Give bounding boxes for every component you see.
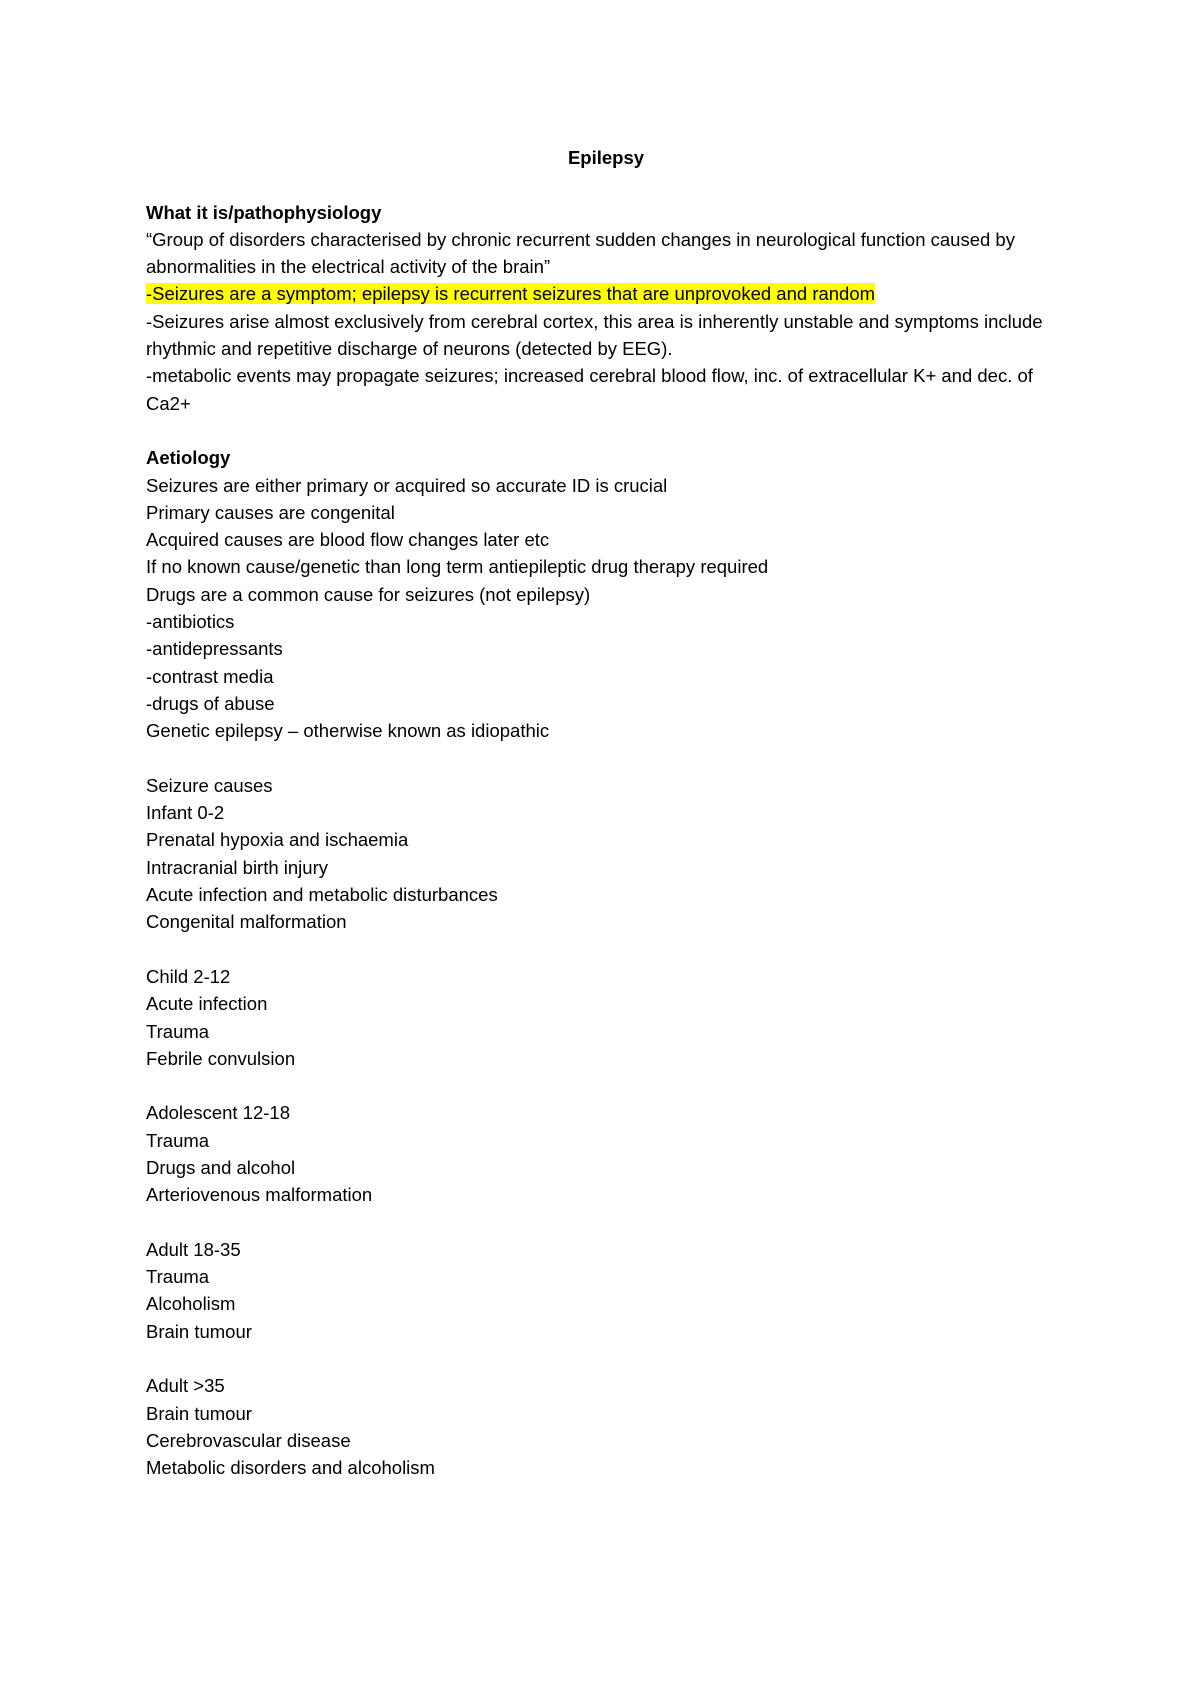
cause-item: Alcoholism xyxy=(146,1293,236,1315)
cause-item: Congenital malformation xyxy=(146,911,347,933)
document-title: Epilepsy xyxy=(567,147,645,168)
age-group-label: Adult >35 xyxy=(146,1375,225,1397)
cause-item: Acute infection and metabolic disturbances xyxy=(146,884,498,906)
document-body xyxy=(146,144,1066,1482)
cause-item: Brain tumour xyxy=(146,1320,252,1342)
aetiology-line: -antidepressants xyxy=(146,638,283,660)
aetiology-line: -antibiotics xyxy=(146,611,235,633)
cause-item: Prenatal hypoxia and ischaemia xyxy=(146,829,409,851)
cause-item: Acute infection xyxy=(146,993,268,1015)
paragraph-gap xyxy=(146,745,1066,772)
cause-item: Trauma xyxy=(146,1020,210,1042)
paragraph-gap xyxy=(146,1209,1066,1236)
paragraph-gap xyxy=(146,417,1066,444)
metabolic-line: -metabolic events may propagate seizures; increased cerebral blood flow, inc. of extracellular K+ and dec. of Ca2+ xyxy=(146,365,1033,414)
age-group-label: Adolescent 12-18 xyxy=(146,1102,290,1124)
cortex-line: -Seizures arise almost exclusively from cerebral cortex, this area is inherently unstable and symptoms include rhythmic and repetitive discharge of neurons (detected by EEG). xyxy=(146,310,1043,360)
aetiology-line: Acquired causes are blood flow changes later etc xyxy=(146,529,550,551)
paragraph-gap xyxy=(146,1072,1066,1099)
cause-item: Intracranial birth injury xyxy=(146,856,328,878)
age-group-label: Child 2-12 xyxy=(146,965,231,987)
aetiology-line: Primary causes are congenital xyxy=(146,501,395,523)
cause-item: Febrile convulsion xyxy=(146,1047,296,1069)
definition-quote: “Group of disorders characterised by chronic recurrent sudden changes in neurological function caused by abnormalities in the electrical activity of the brain” xyxy=(146,228,1015,278)
section-heading-aetiology: Aetiology xyxy=(146,447,231,469)
section-heading-pathophysiology: What it is/pathophysiology xyxy=(146,201,382,223)
aetiology-line: Genetic epilepsy – otherwise known as idiopathic xyxy=(146,720,550,742)
paragraph-gap xyxy=(146,1345,1066,1372)
cause-item: Trauma xyxy=(146,1266,210,1288)
age-group-label: Adult 18-35 xyxy=(146,1238,241,1260)
cause-item: Trauma xyxy=(146,1129,210,1151)
cause-item: Drugs and alcohol xyxy=(146,1156,296,1178)
age-group-label: Infant 0-2 xyxy=(146,802,225,824)
paragraph-gap xyxy=(146,936,1066,963)
aetiology-line: Seizures are either primary or acquired so accurate ID is crucial xyxy=(146,474,668,496)
seizure-causes-heading: Seizure causes xyxy=(146,774,273,796)
highlight-text: -Seizures are a symptom; epilepsy is recurrent seizures that are unprovoked and random xyxy=(146,283,876,305)
highlighted-line xyxy=(146,280,1066,307)
aetiology-line: Drugs are a common cause for seizures (not epilepsy) xyxy=(146,583,591,605)
aetiology-line: -drugs of abuse xyxy=(146,692,275,714)
aetiology-line: If no known cause/genetic than long term antiepileptic drug therapy required xyxy=(146,556,769,578)
cause-item: Metabolic disorders and alcoholism xyxy=(146,1457,435,1479)
cause-item: Cerebrovascular disease xyxy=(146,1429,351,1451)
cause-item: Arteriovenous malformation xyxy=(146,1184,373,1206)
aetiology-line: -contrast media xyxy=(146,665,274,687)
cause-item: Brain tumour xyxy=(146,1402,252,1424)
